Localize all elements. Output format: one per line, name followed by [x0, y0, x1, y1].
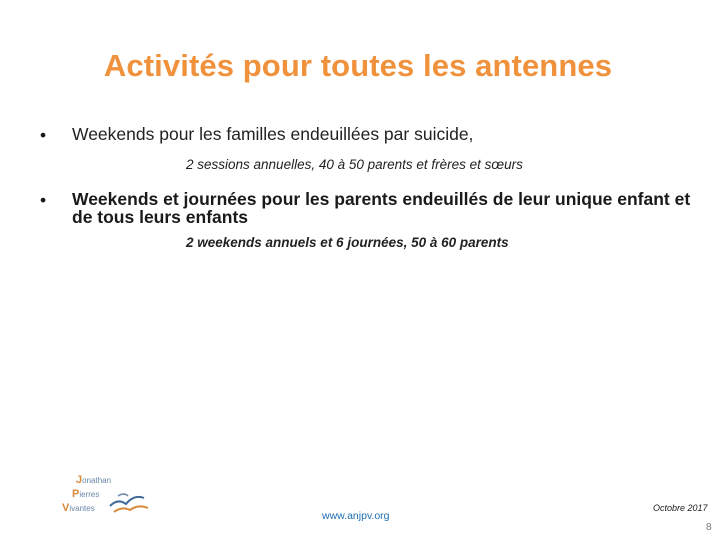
logo-line-2: Pierres	[72, 488, 100, 500]
bullet-text-2: Weekends et journées pour les parents endeuillés de leur unique enfant et de tous leurs enfants	[72, 189, 691, 227]
organization-logo	[58, 470, 152, 518]
page-number: 8	[706, 522, 712, 533]
logo-line-3: Vivantes	[62, 502, 95, 514]
website-link[interactable]: www.anjpv.org	[322, 510, 390, 522]
bullet-icon: •	[40, 190, 47, 210]
bullet-icon: •	[40, 125, 47, 145]
bullet-detail-1: 2 sessions annuelles, 40 à 50 parents et frères et sœurs	[186, 157, 523, 172]
bullet-text-1: Weekends pour les familles endeuillées par suicide,	[72, 124, 474, 144]
slide-title: Activités pour toutes les antennes	[103, 48, 613, 83]
logo-line-1: Jonathan	[76, 474, 112, 486]
footer-date: Octobre 2017	[653, 503, 708, 513]
bird-icon	[108, 484, 152, 518]
bullet-detail-2: 2 weekends annuels et 6 journées, 50 à 60 parents	[186, 235, 509, 250]
